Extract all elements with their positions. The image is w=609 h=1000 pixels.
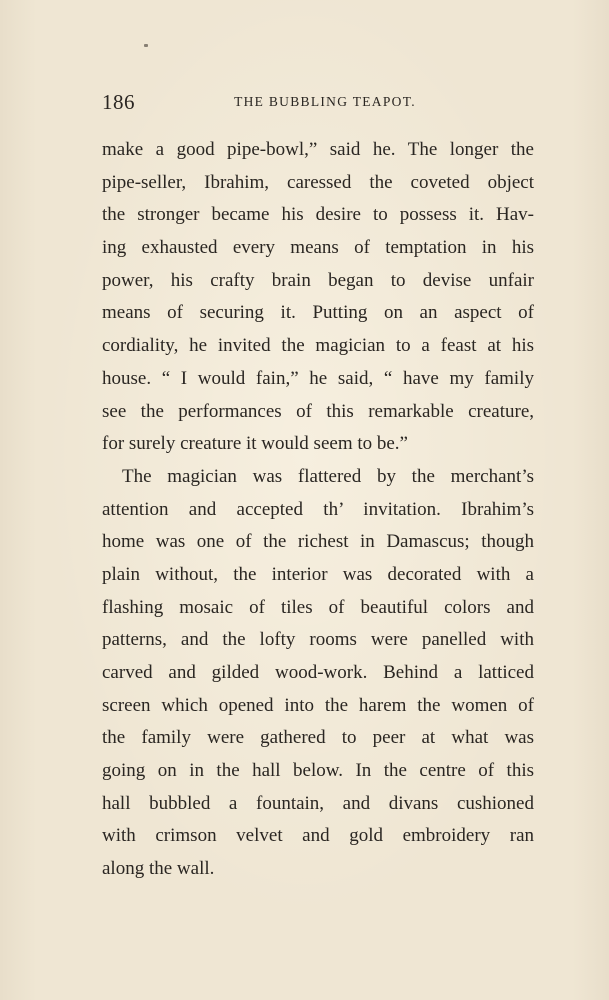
text-line: house. “ I would fain,” he said, “ have my family: [102, 367, 534, 389]
text-line: cordiality, he invited the magician to a feast at his: [102, 335, 534, 357]
text-line: pipe-seller, Ibrahim, caressed the coveted object: [102, 171, 534, 193]
text-line: carved and gilded wood-work. Behind a latticed: [102, 662, 534, 683]
text-line: attention and accepted th’ invitation. Ibrahim’s: [102, 498, 534, 520]
text-line: ing exhausted every means of temptation in his: [102, 237, 534, 259]
text-line: going on in the hall below. In the centre of this: [102, 760, 534, 782]
text-line: see the performances of this remarkable creature,: [102, 400, 534, 422]
text-line: home was one of the richest in Damascus; though: [102, 531, 534, 553]
text-line: patterns, and the lofty rooms were panelled with: [102, 629, 534, 651]
running-header: [102, 90, 534, 114]
text-line: plain without, the interior was decorated with a: [102, 563, 534, 585]
paragraph-start-line: The magician was flattered by the merchant’s: [122, 465, 534, 487]
text-line: screen which opened into the harem the women of: [102, 694, 534, 716]
running-title: THE BUBBLING TEAPOT.: [234, 94, 416, 109]
text-line: flashing mosaic of tiles of beautiful colors and: [102, 596, 534, 618]
paragraph-end-line: for surely creature it would seem to be.”: [102, 433, 408, 455]
text-line: make a good pipe-bowl,” said he. The longer the: [102, 139, 534, 160]
text-line: means of securing it. Putting on an aspect of: [102, 302, 534, 324]
body-text: [102, 134, 534, 886]
text-line: hall bubbled a fountain, and divans cushioned: [102, 792, 534, 814]
text-line: the stronger became his desire to possess it. Hav-: [102, 204, 534, 226]
paragraph-end-line: along the wall.: [102, 858, 215, 880]
text-line: the family were gathered to peer at what was: [102, 727, 534, 749]
text-line: with crimson velvet and gold embroidery ran: [102, 825, 534, 847]
text-line: power, his crafty brain began to devise unfair: [102, 269, 534, 291]
ink-speck: [144, 44, 148, 47]
page-number: 186: [102, 90, 135, 114]
